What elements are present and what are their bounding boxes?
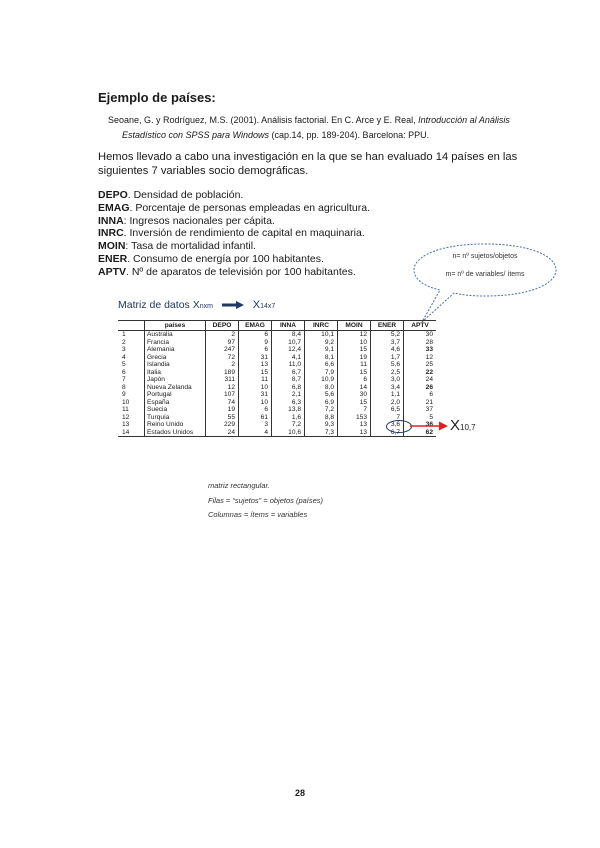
value-cell: 189 <box>206 369 239 377</box>
value-cell: 10,7 <box>272 339 305 347</box>
variable-item: INNA: Ingresos nacionales per cápita. <box>98 214 275 227</box>
value-cell: 1,6 <box>272 414 305 422</box>
section-heading: Ejemplo de países: <box>98 90 216 105</box>
value-cell: 6 <box>239 406 272 414</box>
table-row <box>118 399 436 407</box>
variable-item: DEPO. Densidad de población. <box>98 189 244 201</box>
row-number: 10 <box>122 398 130 406</box>
country-cell: Reino Unido <box>145 421 206 429</box>
table-row <box>118 376 436 384</box>
value-cell: 9,1 <box>305 346 338 354</box>
value-cell: 97 <box>206 339 239 347</box>
notes <box>208 479 323 523</box>
table-row <box>118 331 436 339</box>
table-row <box>118 361 436 369</box>
variable-item: APTV. Nº de aparatos de televisión por 100 habitantes. <box>98 265 356 278</box>
table-row <box>118 369 436 377</box>
table-body <box>118 331 436 437</box>
value-cell: 4 <box>239 429 272 437</box>
row-number: 13 <box>122 421 130 428</box>
value-cell: 2 <box>206 361 239 369</box>
right-arrow-icon <box>222 301 244 309</box>
value-cell: 6,5 <box>371 406 404 414</box>
value-cell: 5,6 <box>305 391 338 399</box>
note-line: Filas = “sujetos” = objetos (países) <box>208 495 324 505</box>
row-number: 8 <box>122 383 126 391</box>
highlight-circle <box>386 420 412 433</box>
variable-item: INRC. Inversión de rendimiento de capital en maquinaria. <box>98 227 365 240</box>
value-cell: 21 <box>404 399 437 407</box>
value-cell: 13 <box>338 421 371 429</box>
value-cell: 7 <box>338 406 371 414</box>
value-cell: 7,3 <box>305 429 338 437</box>
value-cell: 14 <box>338 384 371 392</box>
callout-m-text: m= nº de variables/ ítems <box>445 271 525 278</box>
country-cell: Portugal <box>145 391 206 399</box>
value-cell: 19 <box>206 406 239 414</box>
intro-paragraph: Hemos llevado a cabo una investigación en la que se han evaluado 14 países en las siguientes 7 variables socio demográficas. <box>98 151 518 177</box>
value-cell: 8,4 <box>272 331 305 339</box>
value-cell: 11,0 <box>272 361 305 369</box>
value-cell: 311 <box>206 376 239 384</box>
value-cell: 24 <box>206 429 239 437</box>
value-cell: 28 <box>404 339 437 347</box>
row-number: 9 <box>122 391 126 398</box>
value-cell: 3,0 <box>371 376 404 384</box>
row-number: 4 <box>122 353 126 361</box>
value-cell: 15 <box>239 369 272 377</box>
value-cell: 6,6 <box>305 361 338 369</box>
table-row <box>118 391 436 399</box>
value-cell: 10,6 <box>272 429 305 437</box>
value-cell: 7,2 <box>272 421 305 429</box>
value-cell: 11 <box>239 376 272 384</box>
row-number: 14 <box>118 429 145 437</box>
variable-item: EMAG. Porcentaje de personas empleadas en agricultura. <box>98 201 370 214</box>
data-matrix-table <box>118 320 436 437</box>
matrix-label: Matriz de datos Xnxm X14x7 <box>118 299 276 311</box>
value-cell: 5,6 <box>371 361 404 369</box>
value-cell: 2,5 <box>371 369 404 377</box>
value-cell: 6,8 <box>272 384 305 392</box>
row-number: 12 <box>122 413 130 421</box>
table-row <box>118 384 436 392</box>
citation <box>108 113 528 143</box>
value-cell: 15 <box>338 346 371 354</box>
table-row <box>118 346 436 354</box>
value-cell: 36 <box>404 421 437 429</box>
value-cell: 8,7 <box>272 376 305 384</box>
value-cell: 5,2 <box>371 331 404 339</box>
value-cell: 6 <box>338 376 371 384</box>
value-cell: 4,1 <box>272 354 305 362</box>
value-cell: 7,9 <box>305 369 338 377</box>
citation-text: Seoane, G. y Rodríguez, M.S. (2001). Análisis factorial. En C. Arce y E. Real, <box>108 115 419 125</box>
table-row <box>118 339 436 347</box>
value-cell: 10,1 <box>305 331 338 339</box>
value-cell: 19 <box>338 354 371 362</box>
value-cell: 3,6 <box>371 421 404 429</box>
value-cell: 2,0 <box>371 399 404 407</box>
callout-n-text: n= nº sujetos/objetos <box>452 253 518 260</box>
value-cell: 6 <box>239 346 272 354</box>
value-cell: 30 <box>404 331 437 339</box>
country-cell: Turquía <box>145 414 206 422</box>
table-row <box>118 414 436 422</box>
value-cell: 7 <box>371 414 404 422</box>
table-header-row: países DEPO EMAG INNA INRC MOIN ENER APTV <box>118 321 436 331</box>
value-cell: 9,3 <box>305 421 338 429</box>
note-line: Columnas = ítems = variables <box>208 510 308 519</box>
row-number: 3 <box>122 346 126 353</box>
citation-text-cont: (cap.14, pp. 189-204). Barcelona: PPU. <box>269 130 430 140</box>
value-cell: 1,7 <box>371 354 404 362</box>
table-row <box>118 354 436 362</box>
value-cell: 8,1 <box>305 354 338 362</box>
value-cell: 62 <box>404 429 437 437</box>
value-cell: 12 <box>338 331 371 339</box>
country-cell: Grecia <box>145 354 206 362</box>
row-number: 2 <box>122 338 126 346</box>
speech-bubble-callout <box>410 242 560 327</box>
value-cell: 15 <box>338 399 371 407</box>
note-line: matriz rectangular. <box>208 481 270 490</box>
value-cell: 13,8 <box>272 406 305 414</box>
country-cell: España <box>145 399 206 407</box>
value-cell: 12 <box>206 384 239 392</box>
element-label: X10,7 <box>450 417 476 434</box>
variable-item: MOIN: Tasa de mortalidad infantil. <box>98 240 256 253</box>
value-cell: 3,4 <box>371 384 404 392</box>
country-cell: Islandia <box>145 361 206 369</box>
citation-book-title: Introducción al Análisis <box>418 115 510 125</box>
citation-book-title-cont: Estadístico con SPSS para Windows <box>122 130 269 140</box>
value-cell: 3 <box>239 421 272 429</box>
value-cell: 4,6 <box>371 346 404 354</box>
country-cell: Suecia <box>145 406 206 414</box>
variable-item: ENER. Consumo de energía por 100 habitantes. <box>98 252 324 265</box>
value-cell: 8,0 <box>305 384 338 392</box>
row-number: 7 <box>122 376 126 383</box>
value-cell: 10 <box>239 384 272 392</box>
value-cell: 74 <box>206 399 239 407</box>
value-cell: 6,7 <box>272 369 305 377</box>
country-cell: Nueva Zelanda <box>145 384 206 392</box>
value-cell: 6 <box>404 391 437 399</box>
value-cell: 153 <box>338 414 371 422</box>
value-cell: 25 <box>404 361 437 369</box>
value-cell: 11 <box>338 361 371 369</box>
value-cell: 6,9 <box>305 399 338 407</box>
country-cell: Australia <box>145 331 206 339</box>
value-cell: 9 <box>239 339 272 347</box>
value-cell: 37 <box>404 406 437 414</box>
value-cell: 2 <box>206 331 239 339</box>
value-cell: 10 <box>239 399 272 407</box>
value-cell: 30 <box>338 391 371 399</box>
value-cell: 2,1 <box>272 391 305 399</box>
value-cell: 61 <box>239 414 272 422</box>
value-cell: 26 <box>404 384 437 392</box>
value-cell: 13 <box>239 361 272 369</box>
value-cell: 22 <box>404 369 437 377</box>
value-cell: 229 <box>206 421 239 429</box>
variable-list <box>98 189 398 279</box>
value-cell: 24 <box>404 376 437 384</box>
country-cell: Alemania <box>145 346 206 354</box>
row-number: 6 <box>122 368 126 376</box>
red-arrow-icon <box>410 420 448 432</box>
row-number: 1 <box>122 331 126 338</box>
value-cell: 247 <box>206 346 239 354</box>
value-cell: 1,1 <box>371 391 404 399</box>
value-cell: 13 <box>338 429 371 437</box>
table-row <box>118 406 436 414</box>
value-cell: 8,8 <box>305 414 338 422</box>
value-cell: 55 <box>206 414 239 422</box>
country-cell: Estados Unidos <box>145 429 206 437</box>
value-cell: 31 <box>239 391 272 399</box>
row-number: 11 <box>122 406 129 413</box>
value-cell: 10 <box>338 339 371 347</box>
value-cell: 12,4 <box>272 346 305 354</box>
country-cell: Italia <box>145 369 206 377</box>
country-cell: Japón <box>145 376 206 384</box>
value-cell: 72 <box>206 354 239 362</box>
country-cell: Francia <box>145 339 206 347</box>
page-number: 28 <box>294 788 305 798</box>
value-cell: 107 <box>206 391 239 399</box>
value-cell: 7,2 <box>305 406 338 414</box>
row-number: 5 <box>122 361 126 368</box>
value-cell: 33 <box>404 346 437 354</box>
value-cell: 6,3 <box>272 399 305 407</box>
value-cell: 31 <box>239 354 272 362</box>
value-cell: 12 <box>404 354 437 362</box>
value-cell: 6 <box>239 331 272 339</box>
value-cell: 6,7 <box>371 429 404 437</box>
value-cell: 5 <box>404 414 437 422</box>
value-cell: 10,9 <box>305 376 338 384</box>
value-cell: 9,2 <box>305 339 338 347</box>
value-cell: 15 <box>338 369 371 377</box>
value-cell: 3,7 <box>371 339 404 347</box>
